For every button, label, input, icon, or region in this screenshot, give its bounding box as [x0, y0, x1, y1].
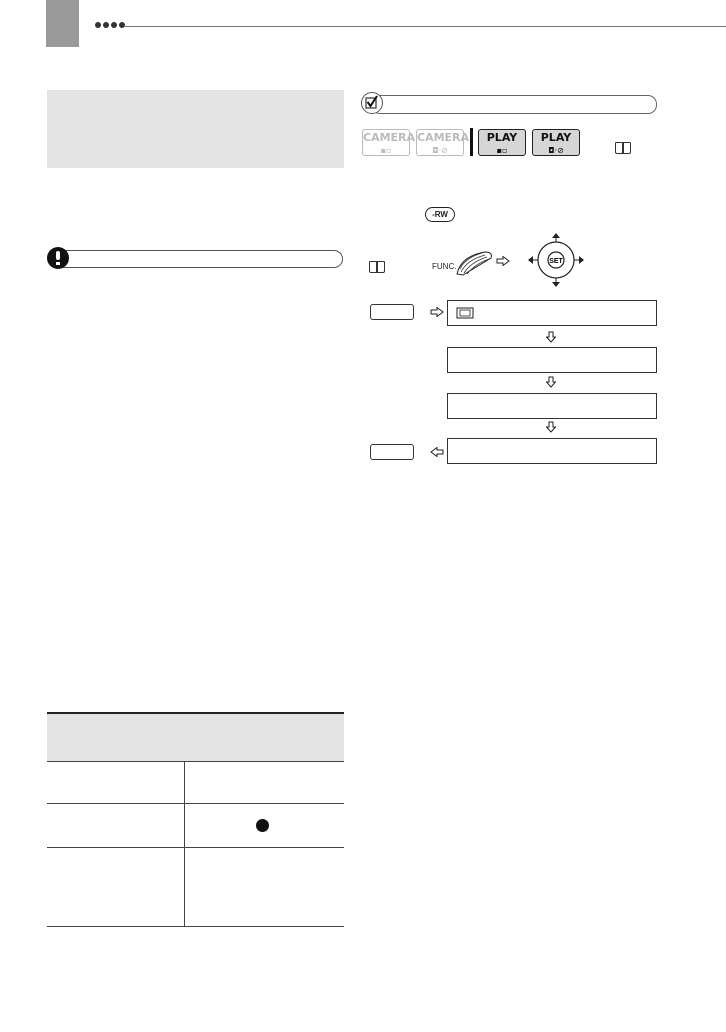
check-bar — [361, 92, 657, 116]
set-joystick-icon — [527, 232, 585, 288]
table-cell — [47, 762, 185, 803]
title-box — [47, 90, 344, 168]
flow-box — [447, 393, 657, 419]
table-cell — [185, 804, 344, 847]
mode-camera-photo: CAMERA ◘·⊘ — [417, 131, 470, 155]
film-icon — [456, 307, 474, 319]
table-row — [47, 761, 344, 803]
mode-play-movie: PLAY ▪▫ — [478, 129, 526, 156]
table-bottom-rule — [47, 926, 344, 927]
important-bar — [47, 247, 341, 269]
arrow-down-icon — [546, 421, 556, 433]
svg-text:SET: SET — [549, 258, 563, 265]
table-cell — [185, 848, 344, 926]
arrow-right-icon — [496, 256, 510, 266]
exclamation-icon — [47, 247, 69, 269]
rw-disc-icon: -RW — [425, 207, 455, 222]
record-dot-icon — [256, 819, 269, 832]
arrow-down-icon — [546, 376, 556, 388]
table-cell — [47, 804, 185, 847]
arrow-right-icon — [430, 307, 444, 317]
mode-camera-movie: CAMERA ▪▫ — [363, 131, 416, 155]
menu-button-key — [370, 444, 414, 460]
table-row — [47, 803, 344, 847]
arrow-left-icon — [430, 447, 444, 457]
checkmark-icon — [361, 92, 383, 114]
table-cell — [47, 848, 185, 926]
table-row — [47, 847, 344, 926]
func-label: FUNC. — [432, 262, 457, 271]
page-tab — [46, 0, 79, 47]
check-pill — [371, 95, 657, 114]
book-icon — [615, 142, 631, 153]
flow-box — [447, 347, 657, 373]
flow-box — [447, 300, 657, 326]
dots-icon — [95, 22, 125, 28]
flow-box — [447, 438, 657, 464]
settings-table — [47, 712, 344, 927]
header-rule — [124, 26, 726, 27]
mode-separator — [470, 128, 473, 156]
book-icon — [369, 261, 385, 272]
func-dial-icon — [455, 250, 495, 276]
arrow-down-icon — [546, 331, 556, 343]
menu-button-key — [370, 304, 414, 320]
table-cell — [185, 762, 344, 803]
table-header — [47, 712, 344, 761]
mode-play-photo: PLAY ◘·⊘ — [532, 129, 580, 156]
important-pill — [55, 250, 343, 268]
